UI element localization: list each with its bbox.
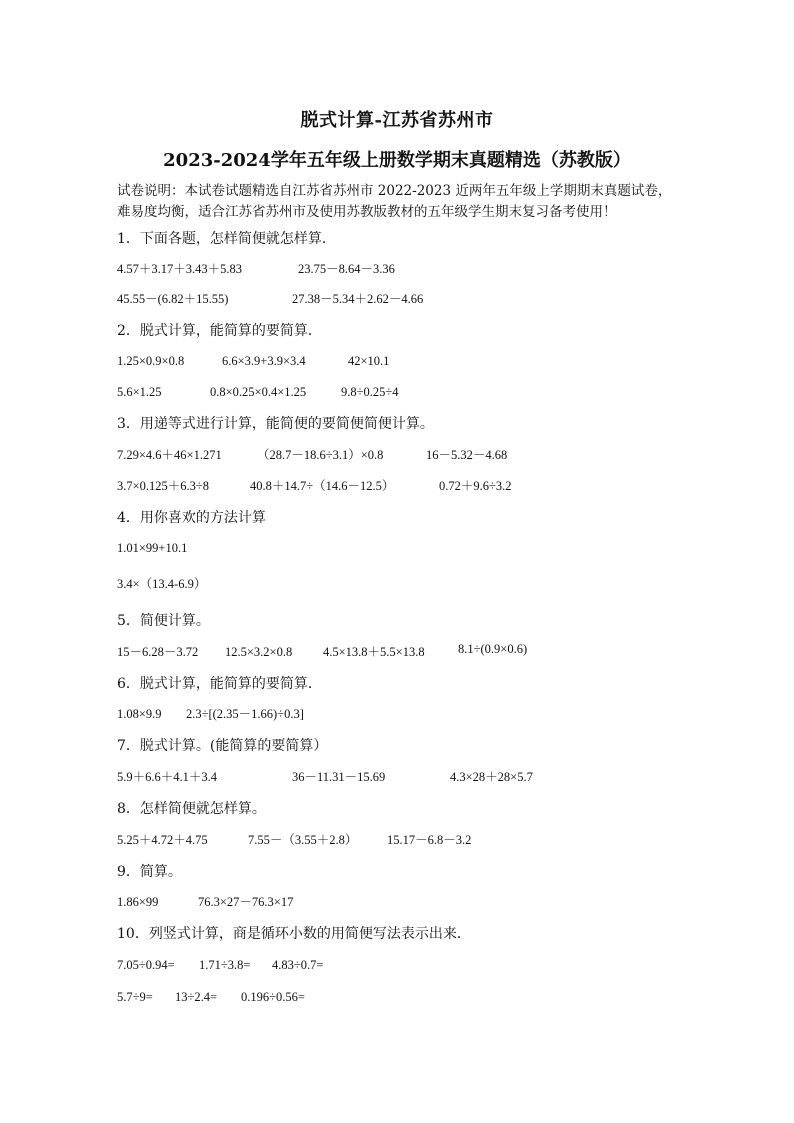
question-8-row-1 <box>117 831 471 849</box>
question-7-heading: 7．脱式计算。(能简算的要简算） <box>117 738 328 754</box>
expression: 36－11.31－15.69 <box>292 770 386 784</box>
question-2-row-1 <box>117 352 389 370</box>
expression: 1.01×99+10.1 <box>117 541 188 555</box>
expression: 6.6×3.9+3.9×3.4 <box>222 354 306 368</box>
expression: 16－5.32－4.68 <box>426 448 508 462</box>
question-9-row-1 <box>117 893 293 911</box>
expression: 5.7÷9= <box>117 990 153 1004</box>
question-3-row-1 <box>117 446 507 464</box>
question-5-row-1 <box>117 643 527 661</box>
question-3-row-2 <box>117 477 512 495</box>
question-10-heading: 10．列竖式计算，商是循环小数的用简便写法表示出来． <box>117 926 471 942</box>
expression: 13÷2.4= <box>175 990 218 1004</box>
expression: 1.08×9.9 <box>117 707 162 721</box>
expression: 42×10.1 <box>348 354 390 368</box>
expression: 40.8＋14.7÷（14.6－12.5） <box>250 479 395 493</box>
expression: 1.71÷3.8= <box>199 958 251 972</box>
expression: 45.55－(6.82＋15.55) <box>117 292 229 306</box>
question-6-heading: 6．脱式计算，能简算的要简算． <box>117 676 322 692</box>
expression: （28.7－18.6÷3.1）×0.8 <box>257 448 384 462</box>
expression: 0.8×0.25×0.4×1.25 <box>210 385 307 399</box>
expression: 4.83÷0.7= <box>272 958 324 972</box>
question-1-heading: 1．下面各题，怎样简便就怎样算． <box>117 231 336 247</box>
expression: 4.3×28＋28×5.7 <box>450 770 533 784</box>
question-9-heading: 9．简算。 <box>117 864 182 880</box>
question-4-row-2 <box>117 575 206 593</box>
expression: 8.1÷(0.9×0.6) <box>458 642 528 656</box>
question-10-row-2 <box>117 988 305 1006</box>
expression: 5.25＋4.72＋4.75 <box>117 833 208 847</box>
question-8-heading: 8．怎样简便就怎样算。 <box>117 801 266 817</box>
expression: 15－6.28－3.72 <box>117 645 199 659</box>
expression: 2.3÷[(2.35－1.66)÷0.3] <box>186 707 304 721</box>
expression: 3.7×0.125＋6.3÷8 <box>117 479 210 493</box>
question-2-row-2 <box>117 383 398 401</box>
expression: 76.3×27－76.3×17 <box>198 895 294 909</box>
document-subtitle: 2023-2024学年五年级上册数学期末真题精选（苏教版） <box>163 150 631 171</box>
question-4-row-1 <box>117 539 187 557</box>
question-10-row-1 <box>117 956 323 974</box>
expression: 5.9＋6.6＋4.1＋3.4 <box>117 770 218 784</box>
expression: 27.38－5.34＋2.62－4.66 <box>292 292 424 306</box>
expression: 23.75－8.64－3.36 <box>298 262 395 276</box>
question-7-row-1 <box>117 768 533 786</box>
question-6-row-1 <box>117 705 304 723</box>
expression: 1.25×0.9×0.8 <box>117 354 185 368</box>
expression: 9.8÷0.25÷4 <box>341 385 399 399</box>
expression: 0.196÷0.56= <box>241 990 305 1004</box>
expression: 1.86×99 <box>117 895 159 909</box>
document-title: 脱式计算-江苏省苏州市 <box>300 110 494 131</box>
expression: 7.29×4.6＋46×1.271 <box>117 448 222 462</box>
question-1-row-1 <box>117 260 395 278</box>
expression: 7.05÷0.94= <box>117 958 175 972</box>
expression: 4.57＋3.17＋3.43＋5.83 <box>117 262 243 276</box>
expression: 0.72＋9.6÷3.2 <box>439 479 512 493</box>
question-1-row-2 <box>117 290 423 308</box>
question-4-heading: 4．用你喜欢的方法计算 <box>117 510 266 526</box>
expression: 7.55－（3.55＋2.8） <box>248 833 358 847</box>
expression: 5.6×1.25 <box>117 385 162 399</box>
question-5-heading: 5．简便计算。 <box>117 613 210 629</box>
intro-paragraph: 试卷说明：本试卷试题精选自江苏省苏州市 2022-2023 近两年五年级上学期期末真题试卷，难易度均衡，适合江苏省苏州市及使用苏教版教材的五年级学生期末复习备考使用！ <box>117 183 672 220</box>
question-3-heading: 3．用递等式进行计算，能简便的要简便简便计算。 <box>117 416 434 432</box>
expression: 12.5×3.2×0.8 <box>225 645 293 659</box>
expression: 4.5×13.8＋5.5×13.8 <box>323 645 425 659</box>
expression: 3.4×（13.4-6.9） <box>117 577 207 591</box>
expression: 15.17－6.8－3.2 <box>387 833 472 847</box>
question-2-heading: 2．脱式计算，能简算的要简算． <box>117 323 322 339</box>
